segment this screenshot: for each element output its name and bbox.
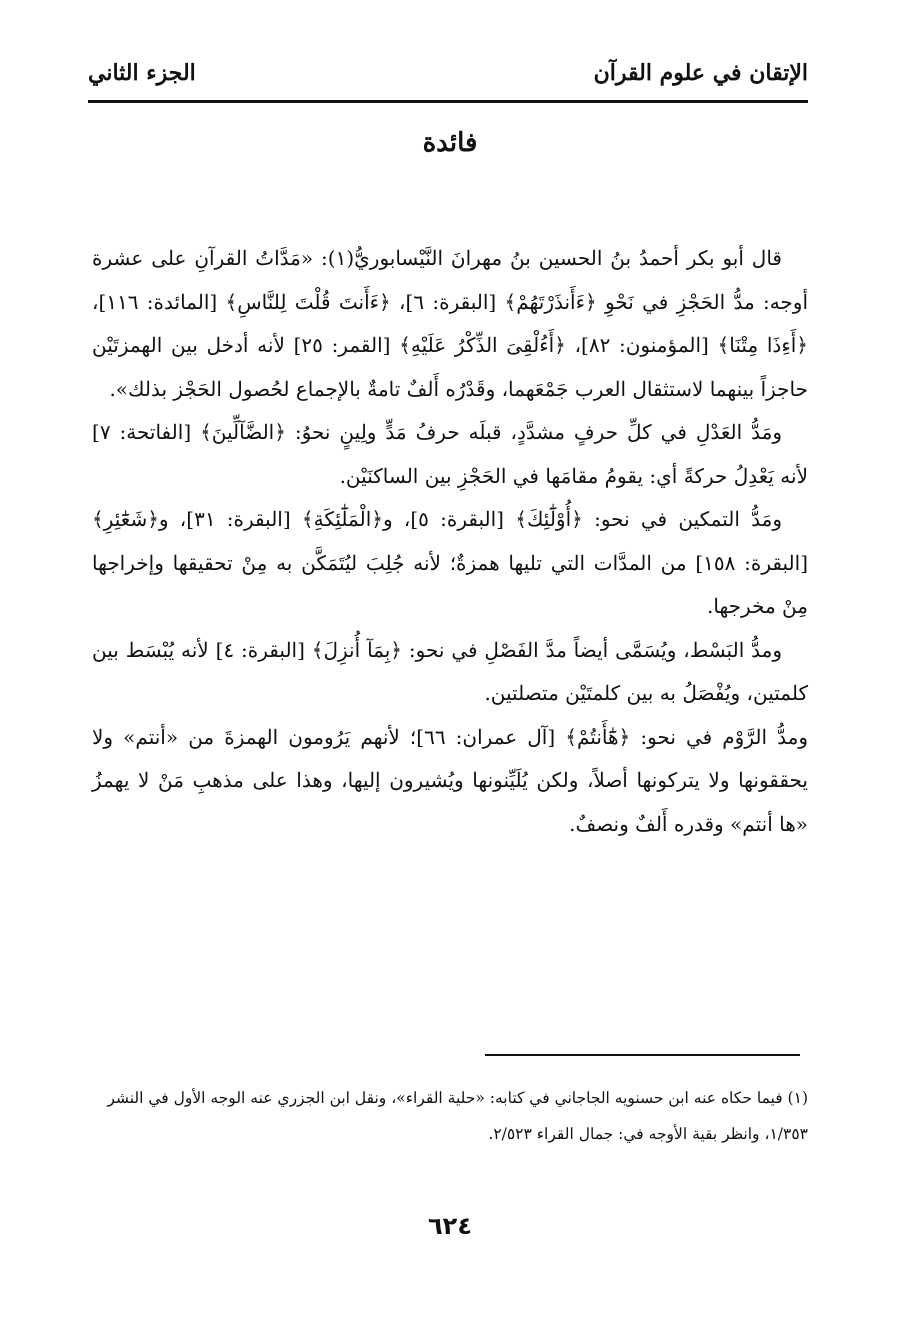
footnote-1: (١) فيما حكاه عنه ابن حسنويه الجاجاني في كتابه: «حلية القراء»، ونقل ابن الجزري عنه الوجه الأول في النشر ١/٣٥٣، وانظر بقية الأوجه في: جمال القراء ٢/٥٢٣.	[107, 1089, 808, 1143]
paragraph-2: ومَدُّ العَدْلِ في كلِّ حرفٍ مشدَّدٍ، قبلَه حرفُ مَدٍّ ولِينٍ نحوُ: ﴿الضَّآلِّينَ﴾ [الفاتحة: ٧] لأنه يَعْدِلُ حركةً أي: يقومُ مقامَها في الحَجْزِ بين الساكنَيْن.	[92, 420, 808, 488]
page-number: ٦٢٤	[428, 1212, 472, 1240]
paragraph-1: قال أبو بكر أحمدُ بنُ الحسين بنُ مهرانَ النَّيْسابوريُّ(١): «مَدَّاتُ القرآنِ على عشرة أوجه: مدُّ الحَجْزِ في نَحْوِ ﴿ءَأَنذَرْتَهُمْ﴾ [البقرة: ٦]، ﴿ءَأَنتَ قُلْتَ لِلنَّاسِ﴾ [المائدة: ١١٦]، ﴿أَءِذَا مِتْنَا﴾ [المؤمنون: ٨٢]، ﴿أَءُلْقِىَ الذِّكْرُ عَلَيْهِ﴾ [القمر: ٢٥] لأنه أدخل بين الهمزتَيْن حاجزاً بينهما لاستثقال العرب جَمْعَهما، وقَدْرُه أَلفٌ تامةٌ بالإجماع لحُصول الحَجْز بذلك».	[92, 246, 808, 401]
paragraph-3: ومَدُّ التمكين في نحو: ﴿أُوْلَٰٓئِكَ﴾ [البقرة: ٥]، و﴿الْمَلَٰٓئِكَةِ﴾ [البقرة: ٣١]، و﴿شَعَٰٓئِرِ﴾ [البقرة: ١٥٨] من المدَّات التي تليها همزةٌ؛ لأنه جُلِبَ ليُتَمَكَّن به مِنْ تحقيقها وإخراجها مِنْ مخرجها.	[92, 507, 808, 618]
footnotes	[96, 1080, 808, 1152]
volume-part: الجزء الثاني	[88, 60, 196, 86]
running-header	[88, 52, 808, 92]
paragraph-4: ومدُّ البَسْط، ويُسَمَّى أيضاً مدَّ الفَصْلِ في نحو: ﴿بِمَآ أُنزِلَ﴾ [البقرة: ٤] لأنه يُبْسَط بين كلمتين، ويُفْصَلُ به بين كلمتَيْن متصلتين.	[92, 637, 808, 705]
main-text	[92, 237, 808, 846]
header-divider	[88, 100, 808, 103]
paragraph-5: ومدُّ الرَّوْم في نحو: ﴿هَٰٓأَنتُمْ﴾ [آل عمران: ٦٦]؛ لأنهم يَرُومون الهمزةَ من «أنتم» ولا يحققونها ولا يتركونها أصلاً، ولكن يُلَيِّنونها ويُشيرون إليها، وهذا على مذهبِ مَنْ لا يهمزُ «ها أنتم» وقدره أَلفٌ ونصفٌ.	[92, 724, 808, 836]
section-title: فائدة	[422, 128, 478, 158]
book-title: الإتقان في علوم القرآن	[593, 60, 808, 86]
footnote-divider	[485, 1054, 800, 1056]
